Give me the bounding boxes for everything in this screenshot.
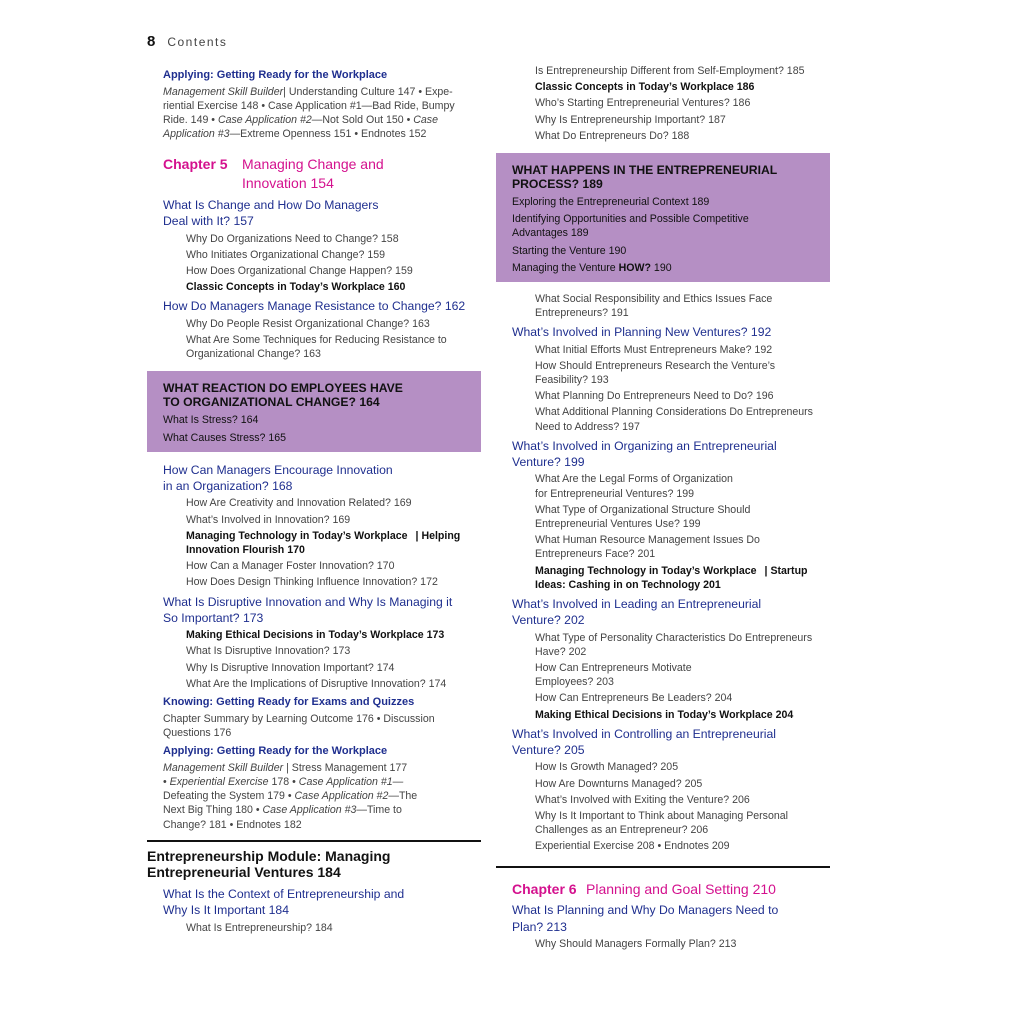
toc-entry[interactable]: Is Entrepreneurship Different from Self-Employment? 185 (535, 65, 805, 77)
right-column (496, 64, 830, 953)
toc-entry[interactable]: What Planning Do Entrepreneurs Need to Do? 196 (535, 390, 774, 403)
toc-entry[interactable]: Why Is It Important to Think about Managing Personal Challenges as an Entrepreneur? 206 (535, 810, 789, 837)
toc-feature-entry[interactable]: Managing Technology in Today’s Workplace | Startup Ideas: Cashing in on Technology 201 (535, 564, 808, 591)
highlight-box-stress (147, 371, 481, 451)
chapter-5-heading[interactable]: Chapter 5 Managing Change and Innovation 154 (163, 156, 384, 192)
toc-entry[interactable]: How Are Downturns Managed? 205 (535, 777, 703, 790)
divider (496, 866, 830, 868)
toc-section-innovation[interactable]: How Can Managers Encourage Innovation in an Organization? 168 (163, 462, 393, 494)
toc-entry[interactable]: What’s Involved in Innovation? 169 (186, 513, 351, 526)
applying-list: Management Skill Builder| Understanding Culture 147 • Expe- riential Exercise 148 • Case Application #1—Bad Ride, Bumpy Ride. 149 • Case Application #2—Not Sold Out 150 • Case Application #3—Extreme Openness 151 • Endnotes 152 (163, 85, 455, 141)
toc-section-leading[interactable]: What’s Involved in Leading an Entrepreneurial Venture? 202 (512, 596, 762, 628)
toc-entry[interactable]: Why Is Disruptive Innovation Important? 174 (186, 661, 395, 674)
box-entry[interactable]: Managing the Venture HOW? 190 (512, 261, 672, 274)
toc-entry[interactable]: What Type of Personality Characteristics Do Entrepreneurs Have? 202 (535, 631, 813, 658)
toc-entry[interactable]: What Type of Organizational Structure Should Entrepreneurial Ventures Use? 199 (535, 503, 751, 531)
toc-section-planning-why[interactable]: What Is Planning and Why Do Managers Need to Plan? 213 (512, 903, 779, 934)
knowing-list: Chapter Summary by Learning Outcome 176 • Discussion Questions 176 (163, 712, 435, 739)
toc-entry[interactable]: Why Is Entrepreneurship Important? 187 (535, 113, 726, 126)
toc-entry[interactable]: Experiential Exercise 208 • Endnotes 209 (535, 840, 730, 853)
chapter-6-heading[interactable]: Chapter 6 Planning and Goal Setting 210 (512, 880, 776, 897)
toc-entry[interactable]: How Can Entrepreneurs Be Leaders? 204 (535, 692, 733, 705)
toc-section-context[interactable]: What Is the Context of Entrepreneurship and Why Is It Important 184 (163, 886, 405, 918)
toc-entry[interactable]: What Are Some Techniques for Reducing Resistance to Organizational Change? 163 (186, 333, 447, 361)
box-entry[interactable]: What Causes Stress? 165 (163, 431, 287, 444)
divider (147, 840, 481, 842)
toc-entry[interactable]: How Can a Manager Foster Innovation? 170 (186, 560, 395, 573)
toc-entry[interactable]: What Social Responsibility and Ethics Issues Face Entrepreneurs? 191 (535, 292, 773, 320)
toc-entry[interactable]: Why Do People Resist Organizational Change? 163 (186, 317, 430, 330)
toc-section-planning[interactable]: What’s Involved in Planning New Ventures? 192 (512, 325, 772, 340)
toc-entry[interactable]: What Are the Legal Forms of Organization for Entrepreneurial Ventures? 199 (535, 473, 733, 500)
box-entry[interactable]: What Is Stress? 164 (163, 414, 259, 427)
toc-section-change[interactable]: What Is Change and How Do Managers Deal with It? 157 (163, 197, 379, 229)
toc-entry[interactable]: What’s Involved with Exiting the Venture? 206 (535, 793, 750, 806)
toc-section-resistance[interactable]: How Do Managers Manage Resistance to Change? 162 (163, 299, 466, 314)
module-heading[interactable]: Entrepreneurship Module: Managing Entrepreneurial Ventures 184 (147, 847, 391, 880)
page-header (147, 33, 227, 50)
box-title[interactable]: WHAT HAPPENS IN THE ENTREPRENEURIAL PROCESS? 189 (512, 162, 778, 191)
toc-feature-entry[interactable]: Making Ethical Decisions in Today’s Workplace 204 (535, 708, 794, 721)
applying-list: Management Skill Builder | Stress Management 177 • Experiential Exercise 178 • Case Application #1— Defeating the System 179 • Case Application #2—The Next Big Thing 180 • Case Application #3—Time to Change? 181 • Endnotes 182 (163, 761, 418, 831)
knowing-heading: Knowing: Getting Ready for Exams and Quizzes (163, 696, 415, 709)
toc-entry[interactable]: How Does Design Thinking Influence Innovation? 172 (186, 576, 438, 589)
toc-feature-entry[interactable]: Classic Concepts in Today’s Workplace 186 (535, 81, 755, 94)
toc-section-disruptive[interactable]: What Is Disruptive Innovation and Why Is Managing it So Important? 173 (163, 594, 453, 625)
box-title[interactable]: WHAT REACTION DO EMPLOYEES HAVE TO ORGANIZATIONAL CHANGE? 164 (163, 381, 403, 410)
toc-entry[interactable]: Who Initiates Organizational Change? 159 (186, 248, 386, 261)
toc-entry[interactable]: Why Should Managers Formally Plan? 213 (535, 938, 737, 951)
left-column (147, 64, 481, 937)
toc-entry[interactable]: Who’s Starting Entrepreneurial Ventures? 186 (535, 97, 751, 110)
toc-entry[interactable]: How Is Growth Managed? 205 (535, 761, 679, 774)
toc-entry[interactable]: Why Do Organizations Need to Change? 158 (186, 232, 399, 245)
toc-entry[interactable]: What Additional Planning Considerations Do Entrepreneurs Need to Address? 197 (535, 406, 813, 433)
toc-section-controlling[interactable]: What’s Involved in Controlling an Entrepreneurial Venture? 205 (512, 726, 776, 758)
highlight-box-process (496, 153, 830, 282)
toc-entry[interactable]: What Do Entrepreneurs Do? 188 (535, 129, 690, 142)
box-entry[interactable]: Identifying Opportunities and Possible Competitive Advantages 189 (512, 213, 749, 240)
toc-entry[interactable]: What Initial Efforts Must Entrepreneurs Make? 192 (535, 343, 773, 356)
toc-feature-entry[interactable]: Classic Concepts in Today’s Workplace 160 (186, 281, 406, 294)
toc-entry[interactable]: What Is Disruptive Innovation? 173 (186, 645, 351, 658)
toc-feature-entry[interactable]: Managing Technology in Today’s Workplace | Helping Innovation Flourish 170 (186, 529, 461, 557)
toc-entry[interactable]: How Should Entrepreneurs Research the Venture’s Feasibility? 193 (535, 359, 776, 387)
toc-entry[interactable]: What Are the Implications of Disruptive Innovation? 174 (186, 677, 447, 690)
running-title: Contents (167, 35, 228, 49)
applying-heading: Applying: Getting Ready for the Workplace (163, 69, 388, 81)
page-number: 8 (147, 33, 156, 50)
toc-entry[interactable]: What Human Resource Management Issues Do Entrepreneurs Face? 201 (535, 534, 760, 561)
toc-entry[interactable]: How Can Entrepreneurs Motivate Employees? 203 (535, 662, 692, 689)
toc-entry[interactable]: How Are Creativity and Innovation Related? 169 (186, 497, 412, 510)
toc-entry[interactable]: How Does Organizational Change Happen? 159 (186, 265, 413, 278)
toc-section-organizing[interactable]: What’s Involved in Organizing an Entrepreneurial Venture? 199 (512, 438, 777, 470)
box-entry[interactable]: Exploring the Entrepreneurial Context 189 (512, 196, 710, 208)
applying-heading: Applying: Getting Ready for the Workplace (163, 745, 388, 758)
toc-feature-entry[interactable]: Making Ethical Decisions in Today’s Workplace 173 (186, 629, 445, 642)
box-entry[interactable]: Starting the Venture 190 (512, 244, 627, 257)
toc-entry[interactable]: What Is Entrepreneurship? 184 (186, 921, 333, 934)
